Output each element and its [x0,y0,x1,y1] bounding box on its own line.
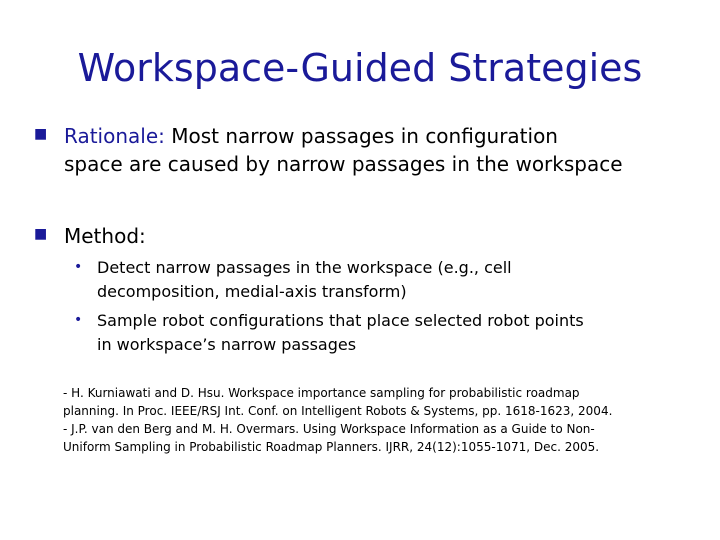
square-bullet-icon: ■ [34,226,48,242]
bullet-rationale-text [64,122,704,178]
sub-bullet-detect-text [97,256,697,304]
sub-bullet-detect-line-1: Detect narrow passages in the workspace (e.g., cell [97,258,512,277]
dot-bullet-icon: • [74,259,83,275]
square-bullet-icon: ■ [34,126,48,142]
reference-line: - H. Kurniawati and D. Hsu. Workspace importance sampling for probabilistic roadmap [63,386,580,400]
references [63,384,703,456]
reference-line: planning. In Proc. IEEE/RSJ Int. Conf. on Intelligent Robots & Systems, pp. 1618-1623, 2004. [63,404,613,418]
bullet-rationale-line-1: Most narrow passages in configuration [171,124,558,148]
bullet-method-text [64,222,704,250]
sub-bullet-sample-line-2: in workspace’s narrow passages [97,335,357,354]
bullet-method-label: Method: [64,224,146,248]
bullet-rationale-line-2: space are caused by narrow passages in the workspace [64,152,623,176]
sub-bullet-detect-line-2: decomposition, medial-axis transform) [97,282,407,301]
reference-line: Uniform Sampling in Probabilistic Roadmap Planners. IJRR, 24(12):1055-1071, Dec. 2005. [63,440,600,454]
slide-title: Workspace-Guided Strategies [77,46,643,90]
bullet-rationale-label: Rationale: [64,124,165,148]
sub-bullet-sample-text [97,309,697,357]
dot-bullet-icon: • [74,312,83,328]
sub-bullet-sample-line-1: Sample robot configurations that place selected robot points [97,311,584,330]
reference-line: - J.P. van den Berg and M. H. Overmars. Using Workspace Information as a Guide to Non- [63,422,595,436]
